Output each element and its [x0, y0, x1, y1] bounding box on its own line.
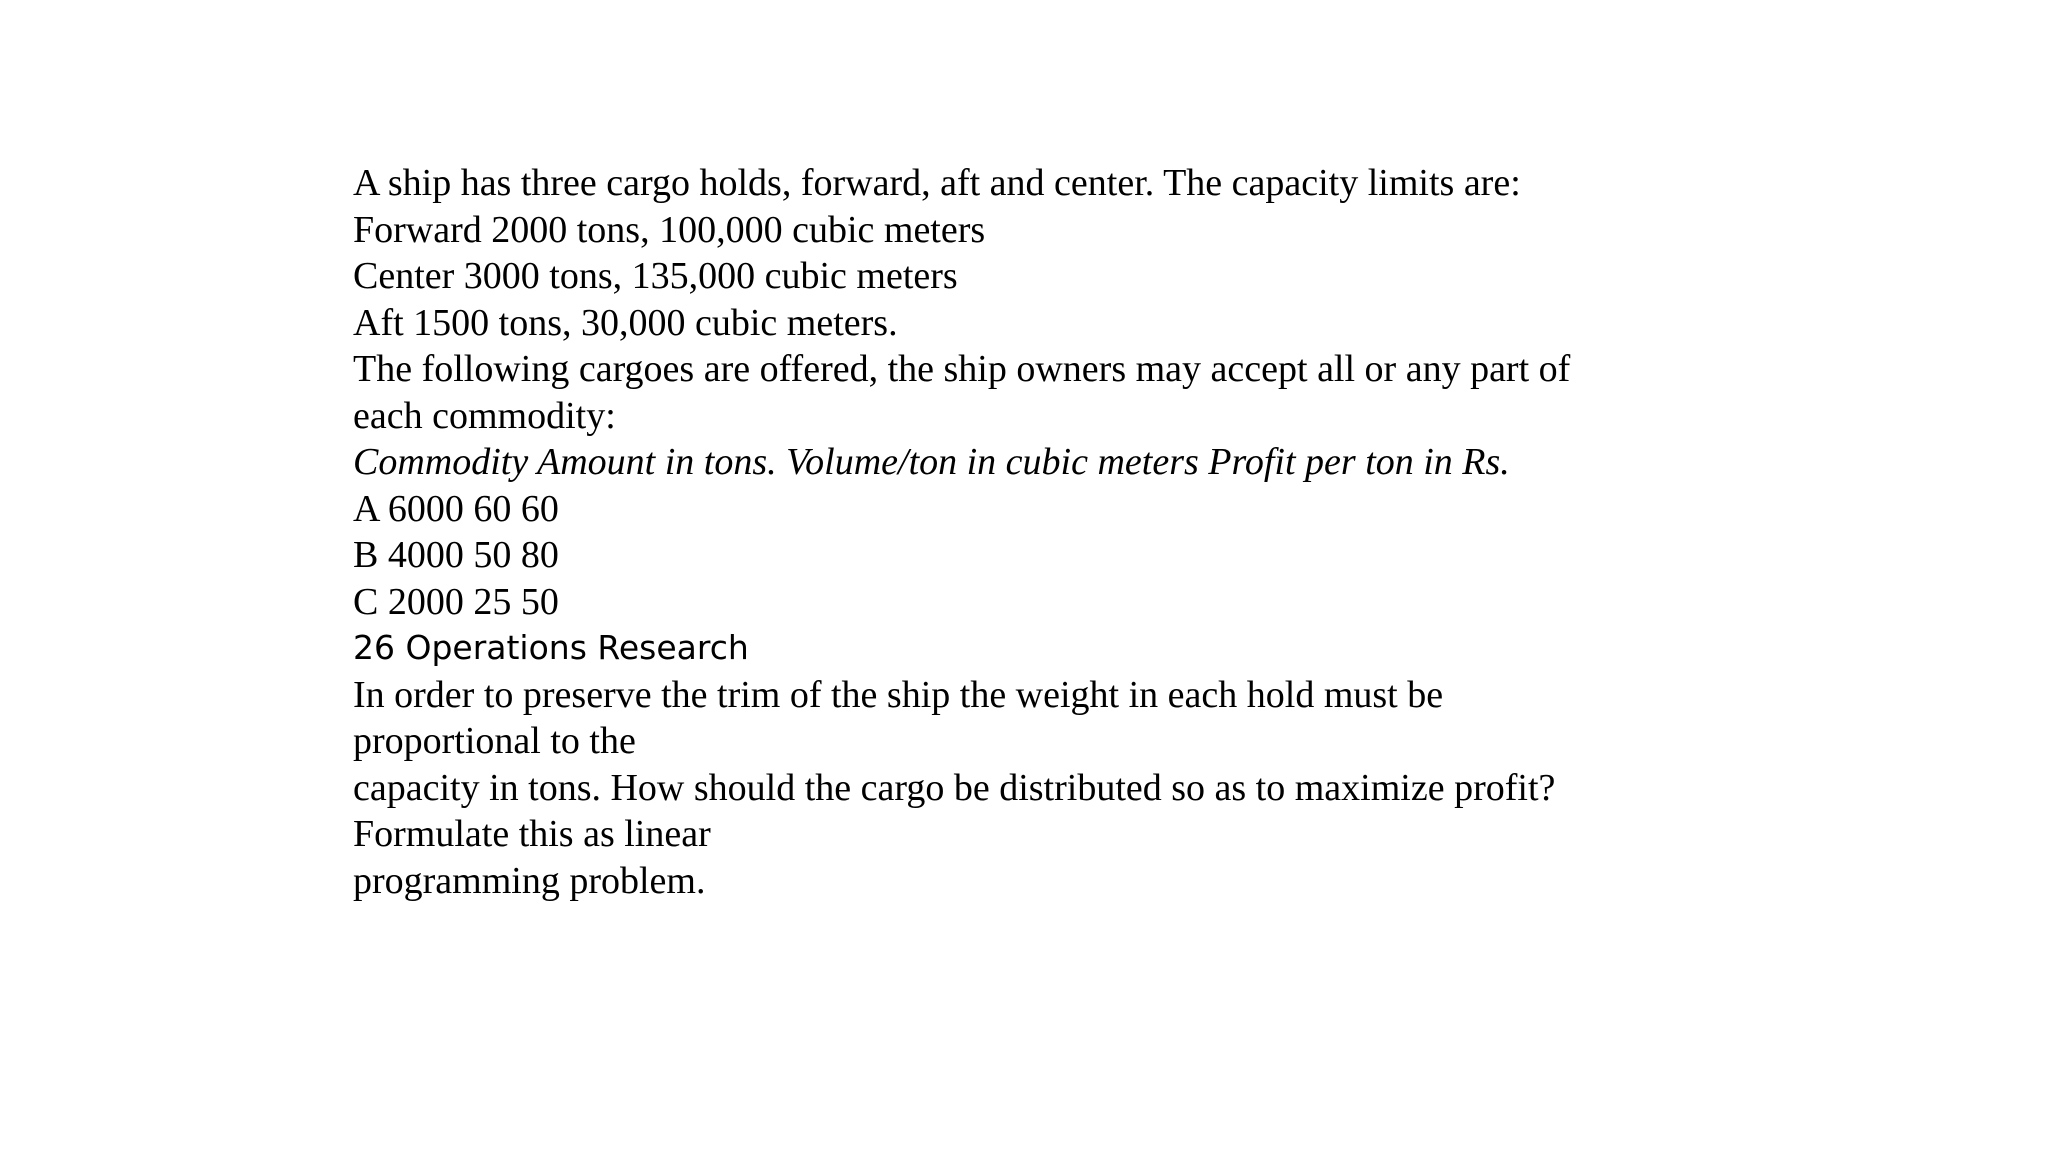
problem-text: [353, 160, 1753, 904]
table-row-b: B 4000 50 80: [353, 534, 559, 576]
formulate-line-cont: programming problem.: [353, 859, 706, 902]
capacity-center: Center 3000 tons, 135,000 cubic meters: [353, 255, 958, 297]
formulate-line: Formulate this as linear: [353, 813, 711, 855]
capacity-forward: Forward 2000 tons, 100,000 cubic meters: [353, 208, 986, 251]
page-header: 26 Operations Research: [353, 628, 749, 667]
trim-line-cont: proportional to the: [353, 720, 636, 762]
table-header: Commodity Amount in tons. Volume/ton in cubic meters Profit per ton in Rs.: [353, 441, 1510, 483]
cargo-offer-line-cont: each commodity:: [353, 394, 616, 437]
question-line: capacity in tons. How should the cargo be distributed so as to maximize profit?: [353, 766, 1556, 809]
capacity-aft: Aft 1500 tons, 30,000 cubic meters.: [353, 301, 898, 344]
table-row-a: A 6000 60 60: [353, 487, 559, 530]
trim-line: In order to preserve the trim of the ship the weight in each hold must be: [353, 673, 1444, 716]
table-row-c: C 2000 25 50: [353, 580, 559, 623]
cargo-offer-line: The following cargoes are offered, the ship owners may accept all or any part of: [353, 348, 1571, 390]
intro-line: A ship has three cargo holds, forward, aft and center. The capacity limits are:: [353, 162, 1521, 204]
